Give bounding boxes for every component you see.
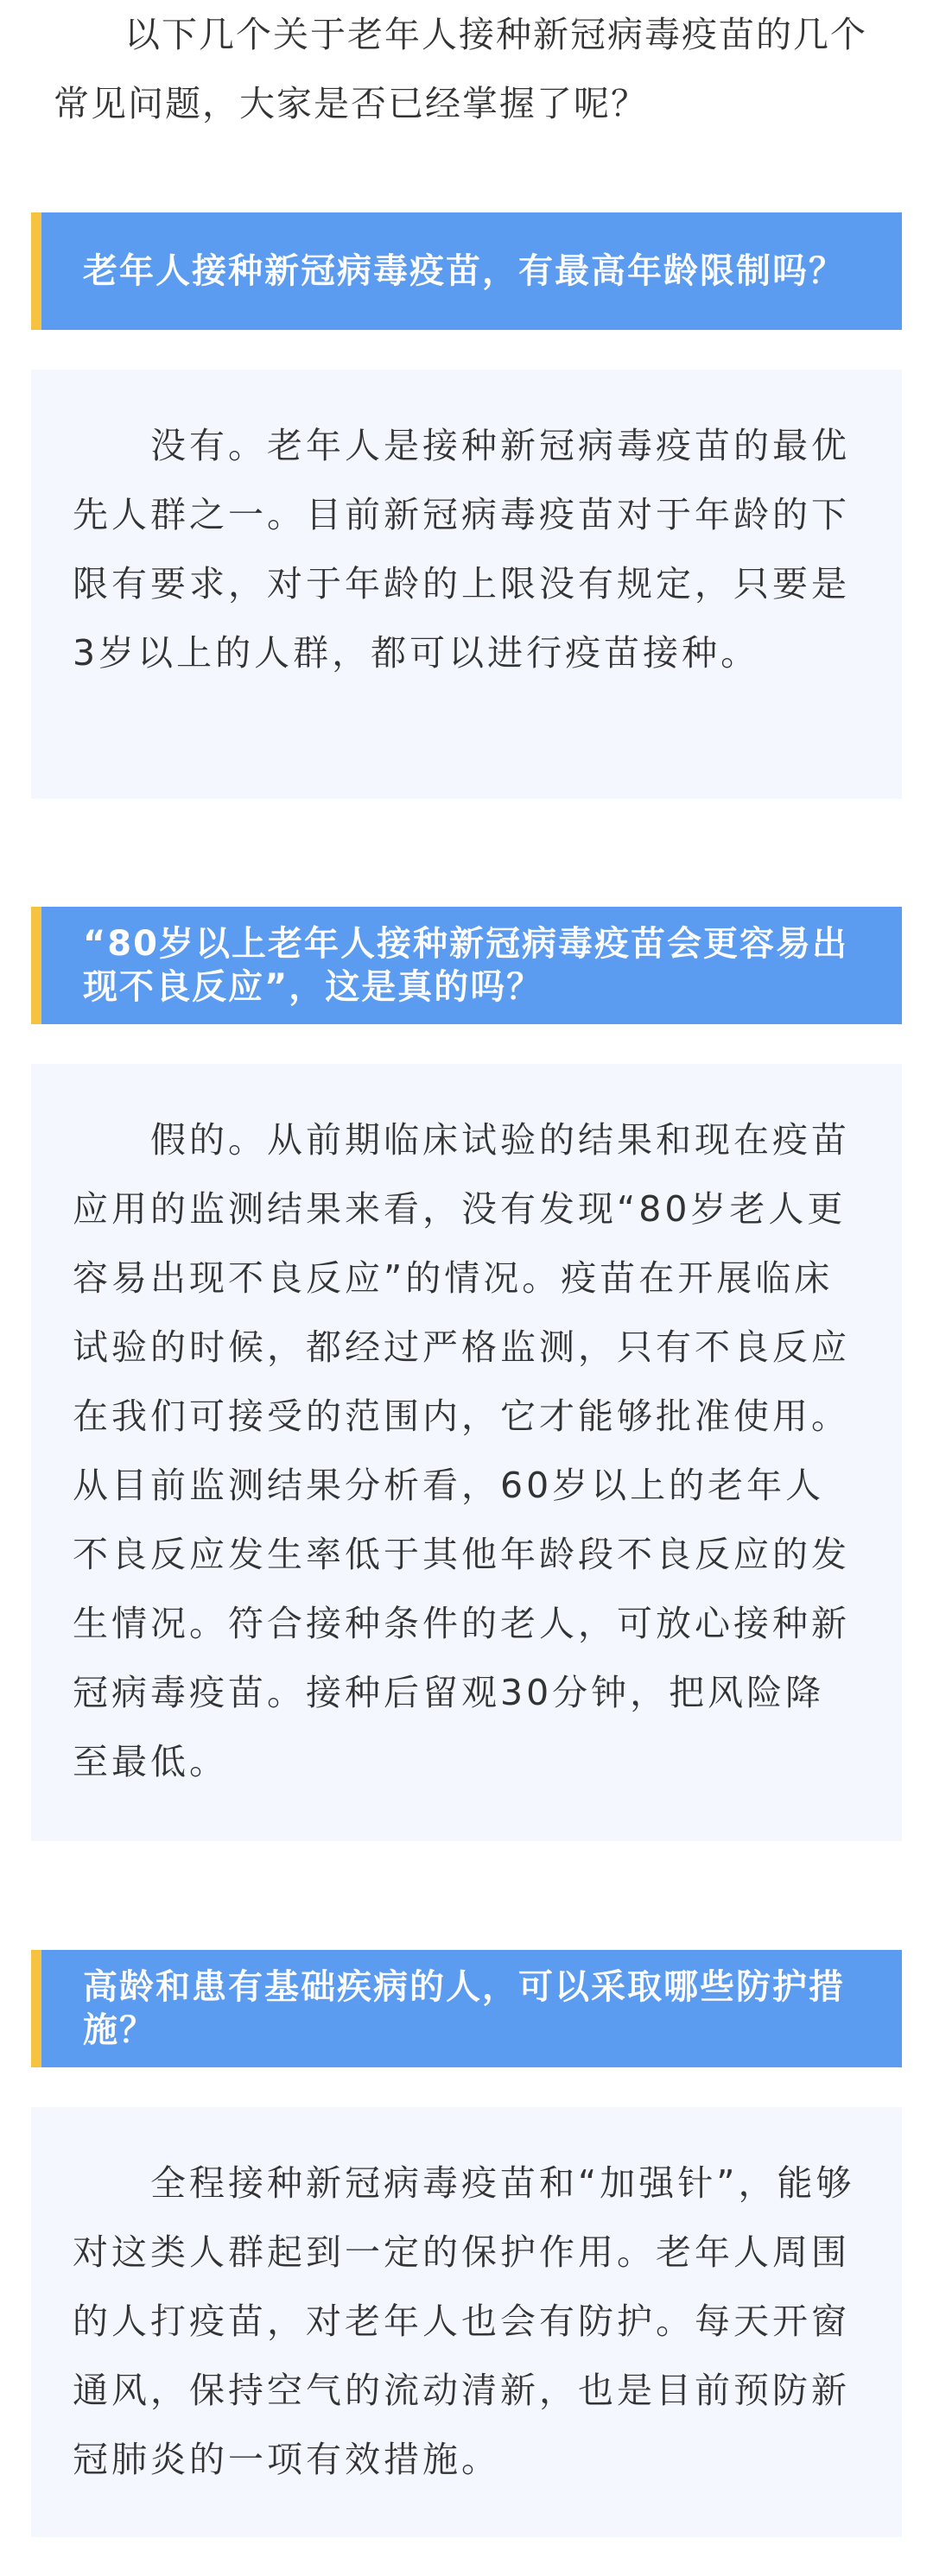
question-header-1 <box>31 212 902 330</box>
question-header-2 <box>31 907 902 1024</box>
answer-text: 没有。老年人是接种新冠病毒疫苗的最优先人群之一。目前新冠病毒疫苗对于年龄的下限有要求，对于年龄的上限没有规定，只要是3岁以上的人群，都可以进行疫苗接种。 <box>73 425 850 674</box>
accent-bar <box>31 1950 41 2067</box>
question-header-3 <box>31 1950 902 2067</box>
accent-bar <box>31 212 41 330</box>
question-title: 高龄和患有基础疾病的人，可以采取哪些防护措施？ <box>83 1967 845 2050</box>
answer-text: 全程接种新冠病毒疫苗和“加强针”，能够对这类人群起到一定的保护作用。老年人周围的人打疫苗，对老年人也会有防护。每天开窗通风，保持空气的流动清新，也是目前预防新冠肺炎的一项有效措施。 <box>73 2162 855 2480</box>
intro-paragraph: 以下几个关于老年人接种新冠病毒疫苗的几个常见问题，大家是否已经掌握了呢？ <box>54 14 867 124</box>
answer-box-3 <box>31 2107 902 2537</box>
answer-box-1 <box>31 370 902 799</box>
question-title: “80岁以上老年人接种新冠病毒疫苗会更容易出现不良反应”，这是真的吗？ <box>83 924 848 1007</box>
answer-box-2 <box>31 1064 902 1841</box>
question-title: 老年人接种新冠病毒疫苗，有最高年龄限制吗？ <box>83 251 845 291</box>
accent-bar <box>31 907 41 1024</box>
answer-text: 假的。从前期临床试验的结果和现在疫苗应用的监测结果来看，没有发现“80岁老人更容易出现不良反应”的情况。疫苗在开展临床试验的时候，都经过严格监测，只有不良反应在我们可接受的范围内，它才能够批准使用。从目前监测结果分析看，60岁以上的老年人不良反应发生率低于其他年龄段不良反应的发生情况。符合接种条件的老人，可放心接种新冠病毒疫苗。接种后留观30分钟，把风险降至最低。 <box>73 1119 850 1782</box>
